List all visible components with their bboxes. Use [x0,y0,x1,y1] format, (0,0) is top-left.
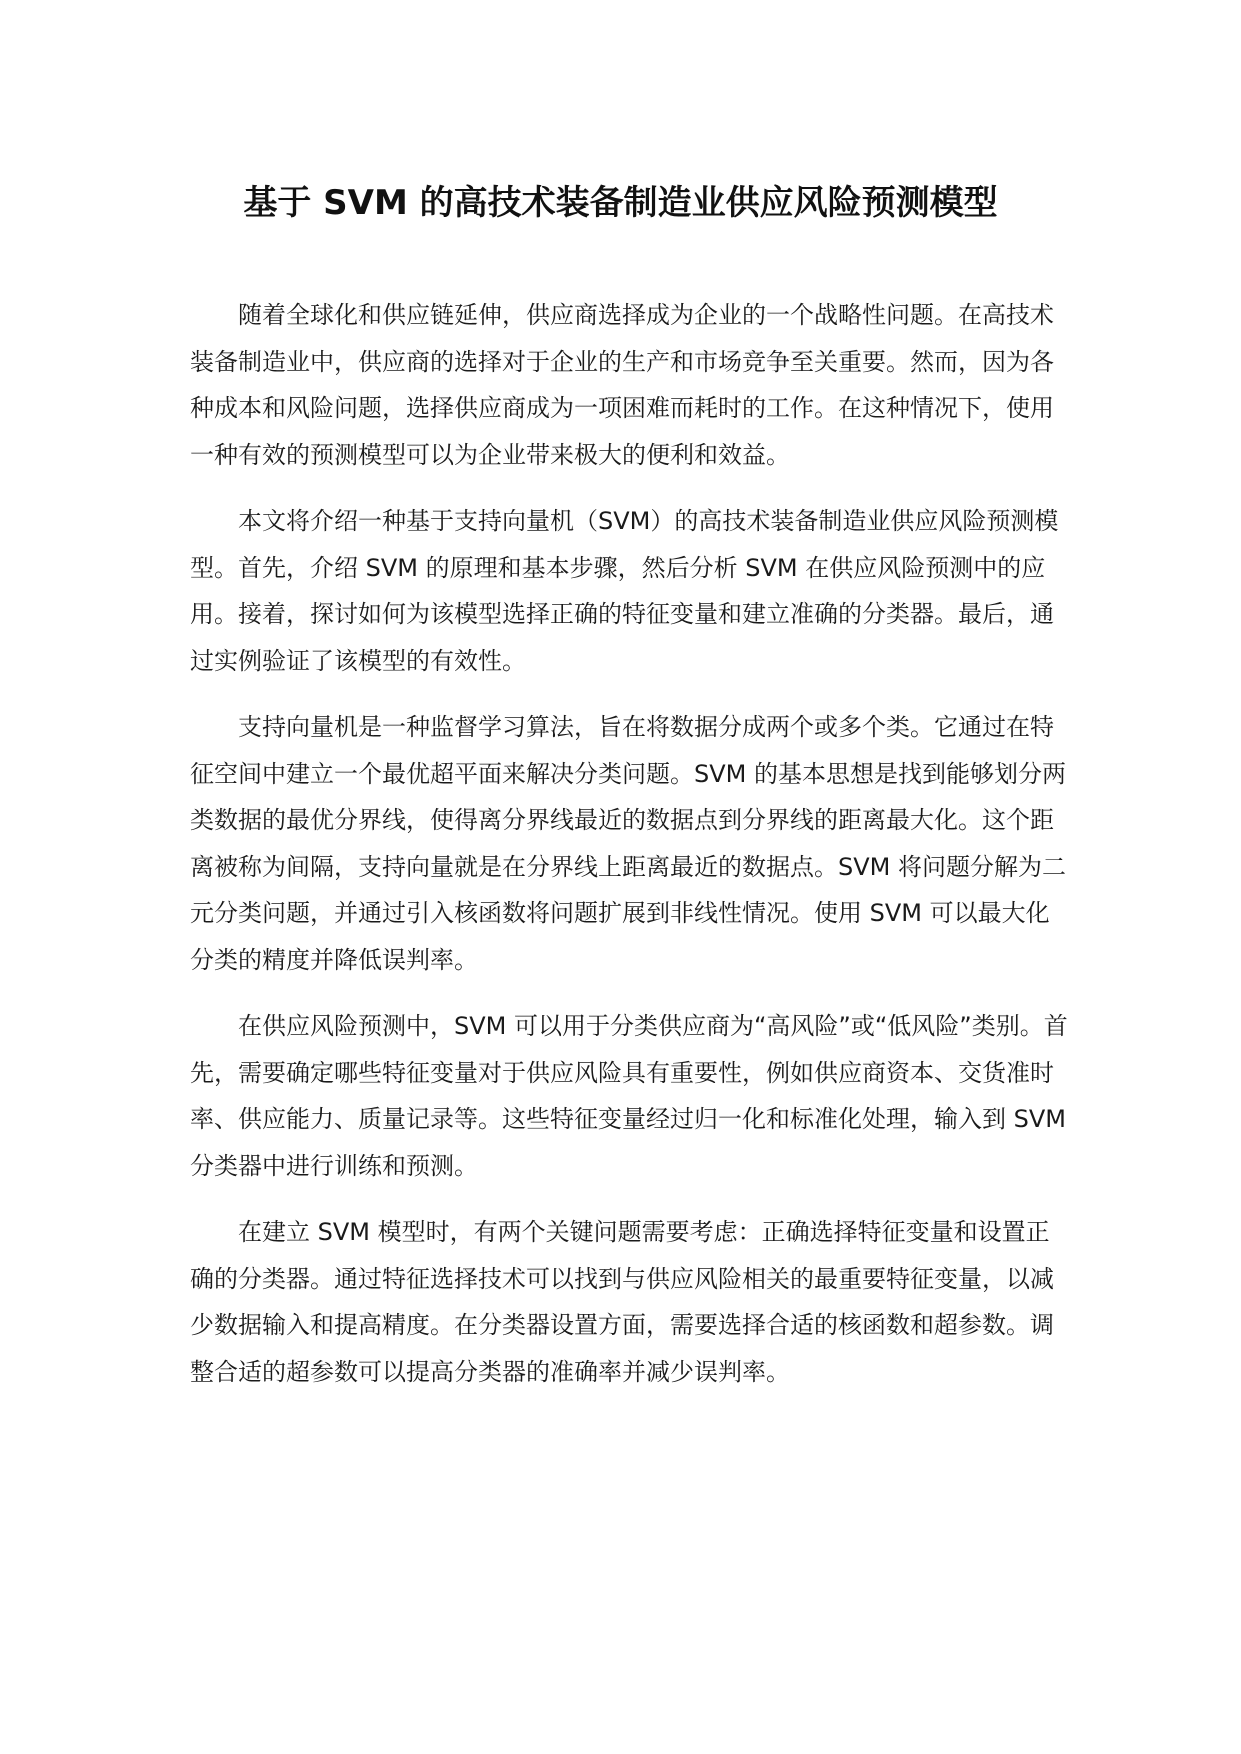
document-body [190,292,1070,1415]
paragraph-intro: 随着全球化和供应链延伸，供应商选择成为企业的一个战略性问题。在高技术装备制造业中，供应商的选择对于企业的生产和市场竞争至关重要。然而，因为各种成本和风险问题，选择供应商成为一项困难而耗时的工作。在这种情况下，使用一种有效的预测模型可以为企业带来极大的便利和效益。 [190,301,1054,469]
paragraph-svm-application: 在供应风险预测中，SVM 可以用于分类供应商为“高风险”或“低风险”类别。首先，需要确定哪些特征变量对于供应风险具有重要性，例如供应商资本、交货准时率、供应能力、质量记录等。这些特征变量经过归一化和标准化处理，输入到 SVM 分类器中进行训练和预测。 [190,1012,1068,1180]
paragraph-overview: 本文将介绍一种基于支持向量机（SVM）的高技术装备制造业供应风险预测模型。首先，介绍 SVM 的原理和基本步骤，然后分析 SVM 在供应风险预测中的应用。接着，探讨如何为该模型选择正确的特征变量和建立准确的分类器。最后，通过实例验证了该模型的有效性。 [190,507,1059,675]
paragraph-svm-principle: 支持向量机是一种监督学习算法，旨在将数据分成两个或多个类。它通过在特征空间中建立一个最优超平面来解决分类问题。SVM 的基本思想是找到能够划分两类数据的最优分界线，使得离分界线最近的数据点到分界线的距离最大化。这个距离被称为间隔，支持向量就是在分界线上距离最近的数据点。SVM 将问题分解为二元分类问题，并通过引入核函数将问题扩展到非线性情况。使用 SVM 可以最大化分类的精度并降低误判率。 [190,713,1066,974]
document-title: 基于 SVM 的高技术装备制造业供应风险预测模型 [243,183,998,223]
paragraph-model-building: 在建立 SVM 模型时，有两个关键问题需要考虑：正确选择特征变量和设置正确的分类器。通过特征选择技术可以找到与供应风险相关的最重要特征变量，以减少数据输入和提高精度。在分类器设置方面，需要选择合适的核函数和超参数。调整合适的超参数可以提高分类器的准确率并减少误判率。 [190,1218,1054,1386]
